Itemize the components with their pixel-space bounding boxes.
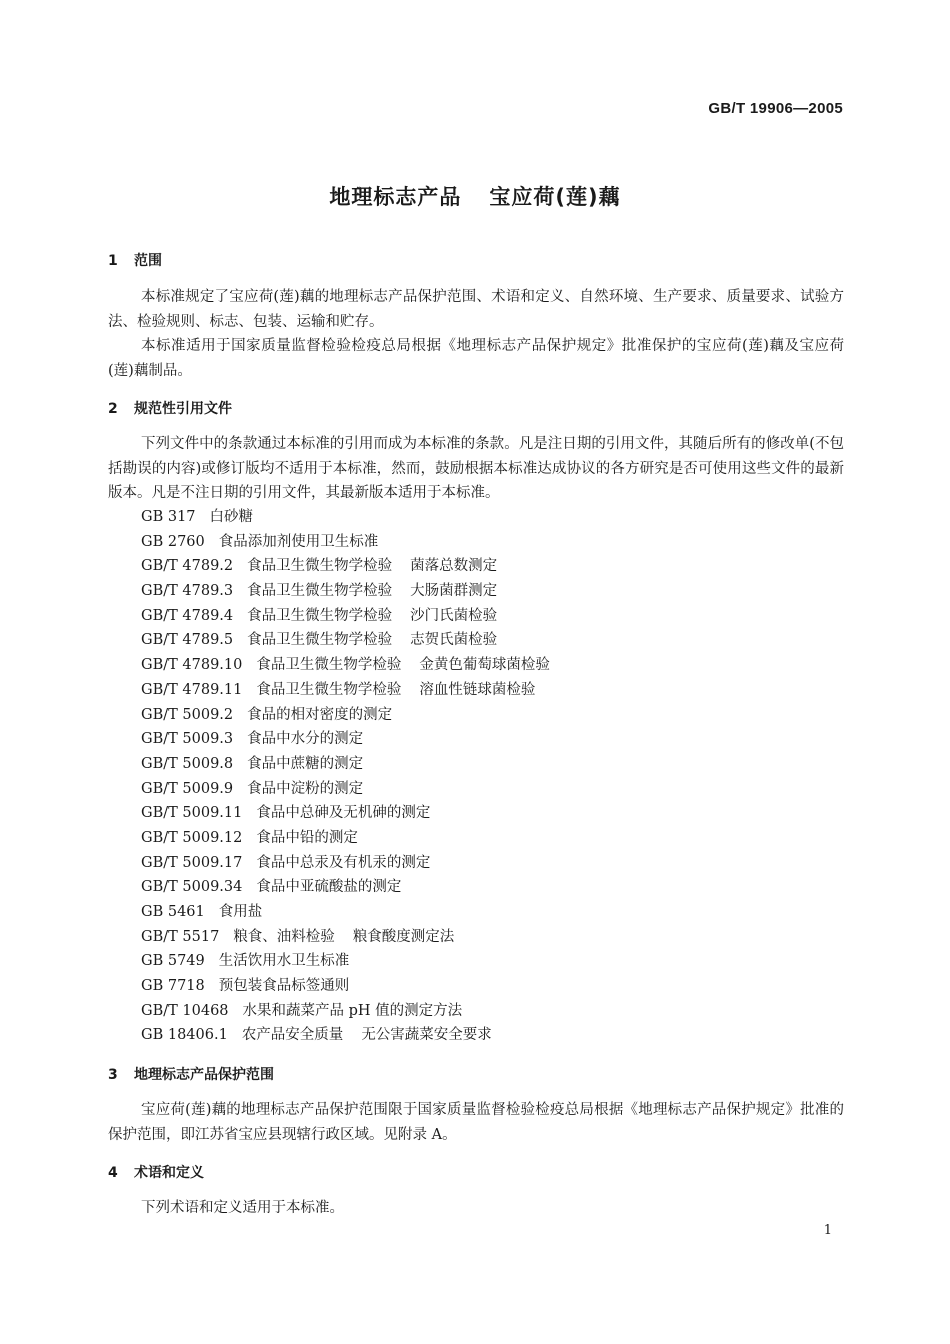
reference-code: GB/T 5009.34 <box>141 879 243 896</box>
section-number: 3 <box>108 1067 118 1083</box>
reference-code: GB/T 5009.9 <box>141 780 234 797</box>
reference-title: 白砂糖 <box>209 509 254 525</box>
reference-title: 食品卫生微生物学检验 <box>247 607 393 624</box>
section-3-heading <box>108 1064 274 1084</box>
reference-item <box>141 801 550 826</box>
reference-title: 食品中铅的测定 <box>256 829 358 846</box>
reference-code: GB/T 10468 <box>141 1002 229 1019</box>
reference-code: GB/T 5009.11 <box>141 805 243 822</box>
reference-title: 食品中蔗糖的测定 <box>247 755 364 772</box>
reference-code: GB/T 4789.4 <box>141 607 234 624</box>
reference-item <box>141 653 550 678</box>
section-4-heading <box>108 1162 204 1182</box>
standard-number: GB/T 19906—2005 <box>708 100 843 117</box>
reference-code: GB/T 5009.3 <box>141 731 234 748</box>
reference-subtitle: 大肠菌群测定 <box>410 583 498 600</box>
reference-code: GB/T 5009.17 <box>141 854 243 871</box>
reference-subtitle: 溶血性链球菌检验 <box>419 681 536 698</box>
reference-item <box>141 703 550 728</box>
reference-code: GB/T 5009.12 <box>141 829 243 846</box>
section-1-heading <box>108 250 162 270</box>
reference-subtitle: 粮食酸度测定法 <box>352 928 455 945</box>
section-number: 2 <box>108 401 118 417</box>
reference-title: 粮食、油料检验 <box>233 928 335 945</box>
document-title <box>0 181 950 211</box>
section-2-paragraph-1: 下列文件中的条款通过本标准的引用而成为本标准的条款。凡是注日期的引用文件，其随后所有的修改单(不包括勘误的内容)或修订版均不适用于本标准，然而，鼓励根据本标准达成协议的各方研究是否可使用这些文件的最新版本。凡是不注日期的引用文件，其最新版本适用于本标准。 <box>108 436 844 501</box>
reference-item <box>141 949 550 974</box>
reference-title: 食品中亚硫酸盐的测定 <box>256 879 402 896</box>
section-title: 地理标志产品保护范围 <box>134 1067 274 1083</box>
reference-item <box>141 554 550 579</box>
reference-item <box>141 678 550 703</box>
reference-item <box>141 900 550 925</box>
reference-item <box>141 974 550 999</box>
reference-item <box>141 851 550 876</box>
reference-title: 食品卫生微生物学检验 <box>247 632 393 649</box>
reference-title: 农产品安全质量 <box>241 1027 344 1044</box>
reference-title: 食品中水分的测定 <box>247 731 364 748</box>
reference-code: GB 5749 <box>141 953 205 970</box>
reference-title: 食品中总汞及有机汞的测定 <box>256 854 431 871</box>
reference-title: 食品中淀粉的测定 <box>247 780 364 797</box>
reference-title: 食品卫生微生物学检验 <box>247 583 393 600</box>
reference-item <box>141 752 550 777</box>
reference-title: 食用盐 <box>218 904 263 920</box>
section-number: 1 <box>108 253 118 269</box>
section-title: 规范性引用文件 <box>134 401 232 417</box>
reference-title: 食品卫生微生物学检验 <box>256 681 402 698</box>
reference-title: 预包装食品标签通则 <box>218 978 350 995</box>
reference-code: GB/T 4789.2 <box>141 558 234 575</box>
reference-item <box>141 530 550 555</box>
section-4-paragraph-1: 下列术语和定义适用于本标准。 <box>141 1200 344 1216</box>
reference-title: 食品的相对密度的测定 <box>247 706 393 723</box>
reference-code: GB/T 5009.8 <box>141 755 234 772</box>
normative-references-list <box>141 505 550 1048</box>
reference-code: GB/T 5517 <box>141 928 220 945</box>
section-title: 术语和定义 <box>134 1165 204 1181</box>
reference-title: 食品添加剂使用卫生标准 <box>218 533 379 550</box>
reference-title: 水果和蔬菜产品 pH 值的测定方法 <box>242 1002 463 1019</box>
reference-title: 生活饮用水卫生标准 <box>218 953 350 970</box>
title-part-2: 宝应荷(莲)藕 <box>489 185 621 209</box>
section-1-paragraph-2: 本标准适用于国家质量监督检验检疫总局根据《地理标志产品保护规定》批准保护的宝应荷(莲)藕及宝应荷(莲)藕制品。 <box>108 338 844 379</box>
reference-item <box>141 875 550 900</box>
page-number: 1 <box>823 1223 832 1238</box>
reference-subtitle: 菌落总数测定 <box>410 558 498 575</box>
reference-item <box>141 925 550 950</box>
reference-item <box>141 727 550 752</box>
reference-item <box>141 579 550 604</box>
reference-item <box>141 505 550 530</box>
section-title: 范围 <box>134 253 162 269</box>
reference-code: GB/T 4789.5 <box>141 632 234 649</box>
reference-code: GB 18406.1 <box>141 1027 228 1044</box>
reference-code: GB/T 4789.10 <box>141 657 243 674</box>
section-3-paragraph-1: 宝应荷(莲)藕的地理标志产品保护范围限于国家质量监督检验检疫总局根据《地理标志产品保护规定》批准的保护范围，即江苏省宝应县现辖行政区域。见附录 A。 <box>108 1102 844 1143</box>
reference-item <box>141 1023 550 1048</box>
reference-item <box>141 999 550 1024</box>
reference-code: GB 2760 <box>141 533 205 550</box>
section-number: 4 <box>108 1165 118 1181</box>
reference-item <box>141 826 550 851</box>
reference-title: 食品卫生微生物学检验 <box>256 657 402 674</box>
reference-code: GB 7718 <box>141 978 205 995</box>
reference-item <box>141 604 550 629</box>
reference-code: GB 317 <box>141 509 196 525</box>
reference-item <box>141 777 550 802</box>
section-1-paragraph-1: 本标准规定了宝应荷(莲)藕的地理标志产品保护范围、术语和定义、自然环境、生产要求、质量要求、试验方法、检验规则、标志、包装、运输和贮存。 <box>108 289 844 330</box>
reference-subtitle: 志贺氏菌检验 <box>410 632 498 649</box>
reference-code: GB/T 4789.3 <box>141 583 234 600</box>
reference-item <box>141 628 550 653</box>
reference-title: 食品卫生微生物学检验 <box>247 558 393 575</box>
reference-title: 食品中总砷及无机砷的测定 <box>256 805 431 822</box>
reference-code: GB/T 4789.11 <box>141 681 243 698</box>
reference-subtitle: 无公害蔬菜安全要求 <box>361 1027 492 1044</box>
title-part-1: 地理标志产品 <box>329 185 462 209</box>
reference-code: GB 5461 <box>141 904 205 920</box>
reference-subtitle: 沙门氏菌检验 <box>410 607 498 624</box>
reference-subtitle: 金黄色葡萄球菌检验 <box>419 657 550 674</box>
section-2-heading <box>108 398 232 418</box>
reference-code: GB/T 5009.2 <box>141 706 234 723</box>
